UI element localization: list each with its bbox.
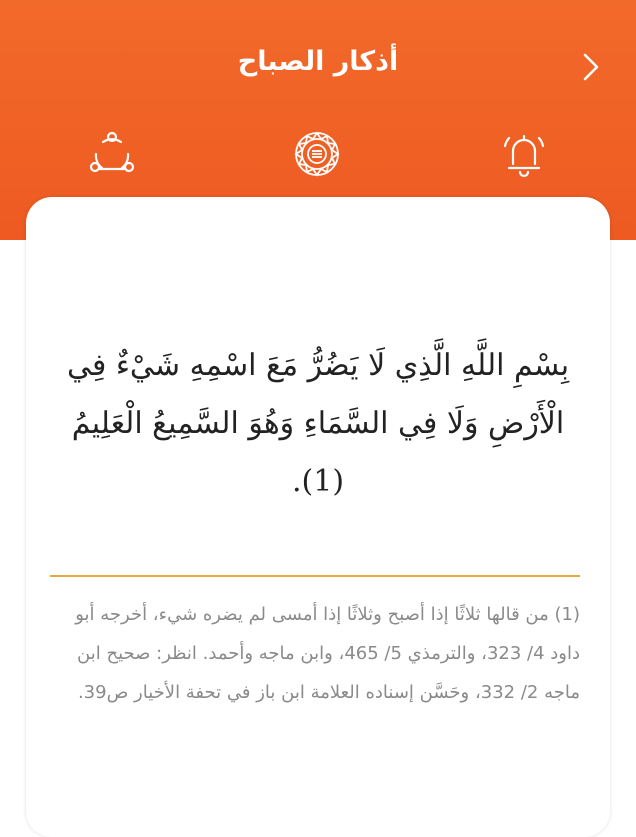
share-icon xyxy=(86,128,138,180)
bell-icon xyxy=(498,128,550,180)
mandala-button[interactable] xyxy=(291,128,343,180)
dhikr-card xyxy=(26,197,610,837)
divider xyxy=(50,575,580,577)
mandala-icon xyxy=(291,128,343,180)
share-button[interactable] xyxy=(86,128,138,180)
dhikr-text: بِسْمِ اللَّهِ الَّذِي لَا يَضُرُّ مَعَ اسْمِهِ شَيْءٌ فِي الْأَرْضِ وَلَا فِي السَّمَاءِ وَهُوَ السَّمِيعُ الْعَلِيمُ (1). xyxy=(66,348,570,499)
footnote: (1) من قالها ثلاثًا إذا أصبح وثلاثًا إذا أمسى لم يضره شيء، أخرجه أبو داود 4/ 323، والترمذي 5/ 465، وابن ماجه وأحمد. انظر: صحيح ابن ماجه 2/ 332، وحَسَّن إسناده العلامة ابن باز في تحفة الأخيار ص39. xyxy=(75,604,580,703)
bell-button[interactable] xyxy=(498,128,550,180)
page-title: أذكار الصباح xyxy=(237,46,399,77)
